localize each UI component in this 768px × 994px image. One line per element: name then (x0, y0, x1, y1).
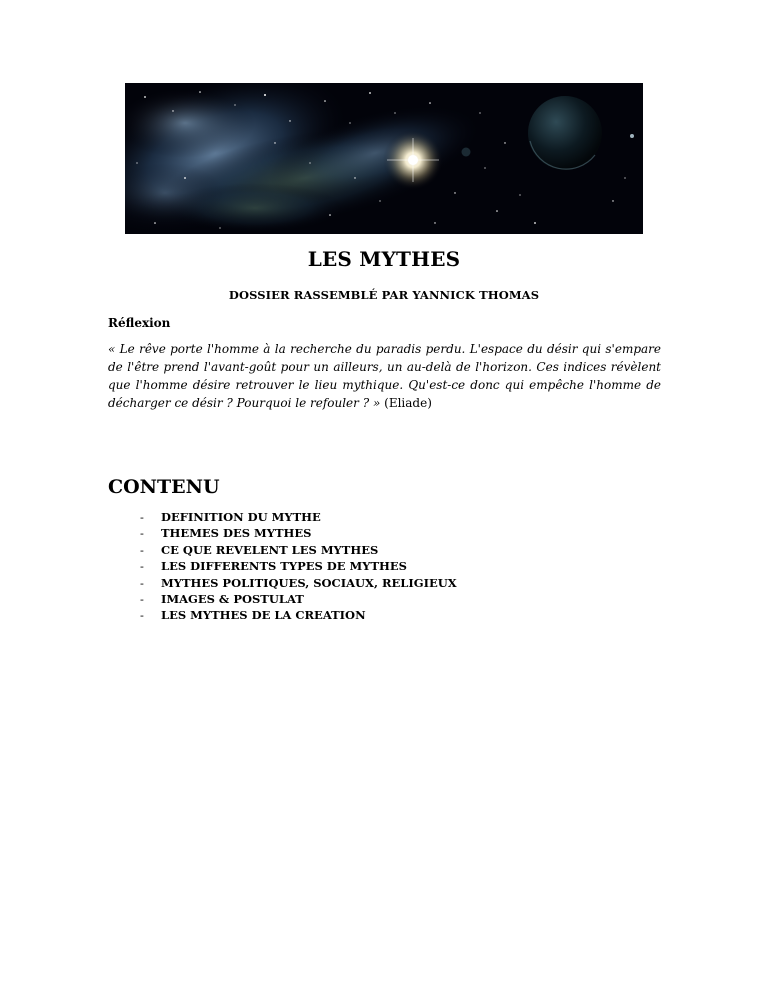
reflexion-quote (108, 340, 661, 412)
list-item (140, 558, 457, 574)
list-dash: - (140, 608, 144, 623)
list-item (140, 607, 457, 623)
list-item (140, 591, 457, 607)
page-subtitle: DOSSIER RASSEMBLÉ PAR YANNICK THOMAS (228, 288, 540, 302)
list-item-label: MYTHES POLITIQUES, SOCIAUX, RELIGIEUX (161, 575, 457, 590)
contents-list (140, 509, 457, 624)
quote-text: « Le rêve porte l'homme à la recherche du paradis perdu. L'espace du désir qui s'empare de l'être prend l'avant-goût pour un ailleurs, un au-delà de l'horizon. Ces indices révèlent que l'homme désire retrouver le lieu mythique. Qu'est-ce donc qui empêche l'homme de décharger ce désir ? Pourquoi le refouler ? » (108, 342, 661, 410)
contenu-heading: CONTENU (108, 476, 220, 498)
space-nebula-image (125, 83, 643, 234)
list-item (140, 509, 457, 525)
list-item-label: LES MYTHES DE LA CREATION (161, 608, 366, 623)
list-item-label: THEMES DES MYTHES (161, 526, 312, 541)
list-item (140, 525, 457, 541)
page-title: LES MYTHES (307, 247, 461, 271)
list-dash: - (140, 526, 144, 541)
quote-author: (Eliade) (384, 396, 432, 410)
list-item-label: LES DIFFERENTS TYPES DE MYTHES (161, 559, 407, 574)
list-dash: - (140, 510, 144, 524)
list-dash: - (140, 559, 144, 574)
list-item-label: IMAGES & POSTULAT (161, 592, 304, 607)
list-dash: - (140, 592, 144, 607)
list-dash: - (140, 575, 144, 590)
list-item-label: CE QUE REVELENT LES MYTHES (161, 542, 379, 557)
list-dash: - (140, 542, 144, 557)
list-item (140, 575, 457, 591)
list-item (140, 542, 457, 558)
list-item-label: DEFINITION DU MYTHE (161, 510, 321, 524)
reflexion-label: Réflexion (108, 316, 171, 330)
